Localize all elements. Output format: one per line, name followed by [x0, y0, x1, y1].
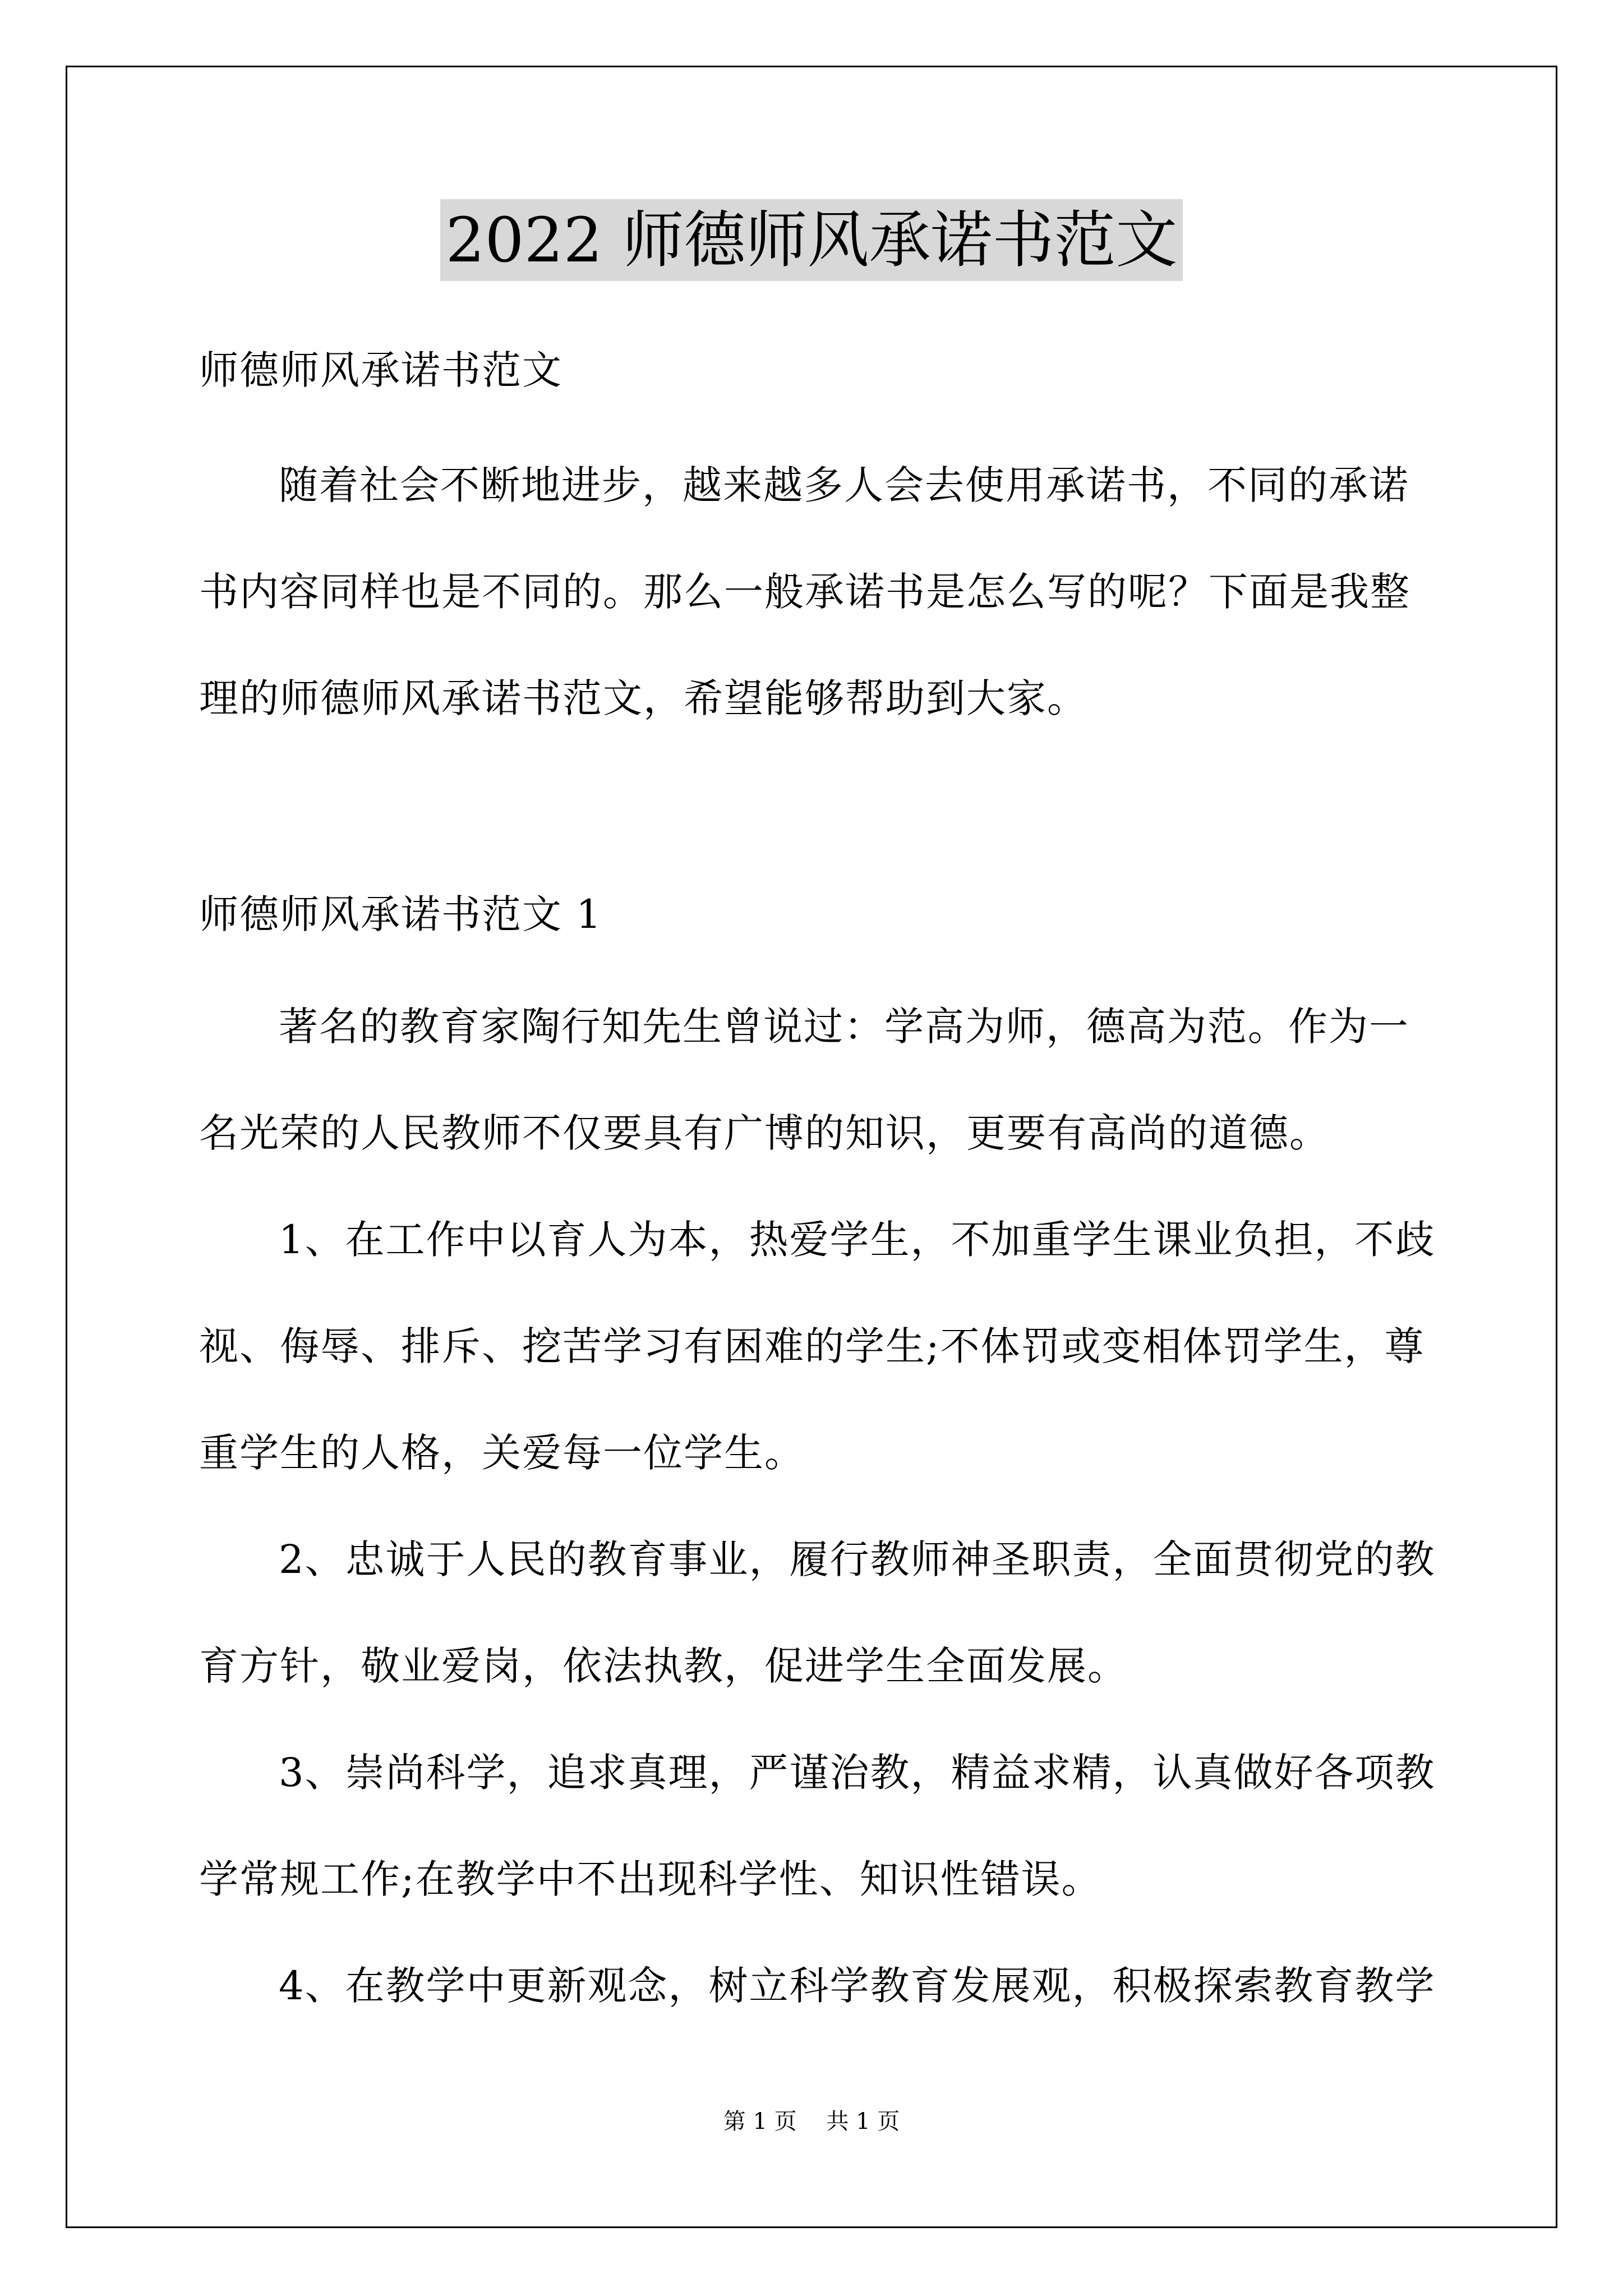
subtitle-text: 师德师风承诺书范文	[199, 347, 562, 393]
item-1	[199, 1186, 1436, 1506]
document-title: 2022 师德师风承诺书范文	[440, 199, 1183, 281]
intro-paragraph	[199, 432, 1433, 752]
intro-line: 理的师德师风承诺书范文，希望能够帮助到大家。	[199, 675, 1087, 721]
item-line: 重学生的人格，关爱每一位学生。	[199, 1430, 805, 1476]
page-number-current: 第 1 页	[723, 2109, 797, 2134]
intro-line: 随着社会不断地进步，越来越多人会去使用承诺书，不同的承诺	[279, 462, 1409, 508]
section1-paragraph	[199, 973, 1433, 1186]
title-wrap	[0, 199, 1623, 281]
item-line: 4、在教学中更新观念，树立科学教育发展观，积极探索教育教学	[279, 1963, 1436, 2009]
paragraph-line: 名光荣的人民教师不仅要具有广博的知识，更要有高尚的道德。	[199, 1110, 1330, 1156]
paragraph-line: 著名的教育家陶行知先生曾说过：学高为师，德高为范。作为一	[279, 1004, 1409, 1050]
item-line: 3、崇尚科学，追求真理，严谨治教，精益求精，认真做好各项教	[279, 1750, 1436, 1796]
item-line: 2、忠诚于人民的教育事业，履行教师神圣职责，全面贯彻党的教	[279, 1536, 1436, 1582]
item-2	[199, 1506, 1436, 1719]
item-3	[199, 1719, 1436, 1932]
document-subtitle	[199, 317, 1433, 424]
item-line: 1、在工作中以育人为本，热爱学生，不加重学生课业负担，不歧	[279, 1217, 1436, 1263]
section1-heading-text: 师德师风承诺书范文 1	[199, 891, 602, 937]
item-line: 视、侮辱、排斥、挖苦学习有困难的学生;不体罚或变相体罚学生，尊	[199, 1323, 1425, 1369]
item-line: 育方针，敬业爱岗，依法执教，促进学生全面发展。	[199, 1643, 1128, 1689]
section1-heading	[199, 861, 1433, 968]
item-line: 学常规工作;在教学中不出现科学性、知识性错误。	[199, 1856, 1102, 1902]
page-footer	[0, 2104, 1623, 2136]
intro-line: 书内容同样也是不同的。那么一般承诺书是怎么写的呢？下面是我整	[199, 569, 1410, 615]
item-4	[199, 1932, 1436, 2039]
page-number-total: 共 1 页	[826, 2109, 900, 2134]
